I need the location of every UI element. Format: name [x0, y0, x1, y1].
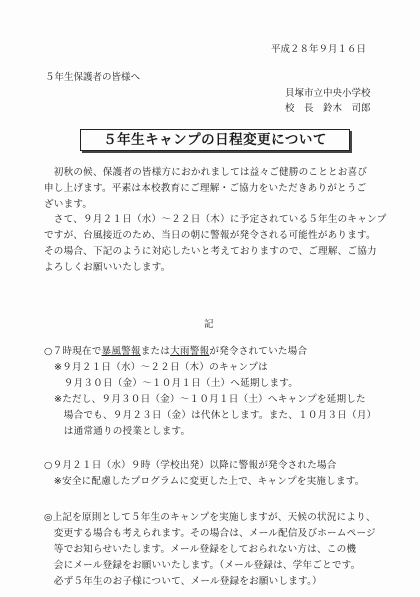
school-name: 貝塚市立中央小学校	[285, 88, 371, 99]
item1-post: が発令されていた場合	[209, 346, 308, 357]
storm-warning-text: 暴風警報	[101, 346, 141, 357]
heavy-rain-warning-text: 大雨警報	[170, 346, 210, 357]
addressee: ５年生保護者の皆様へ	[45, 72, 141, 83]
intro-line: さて、９月２１日（水）～２２日（木）に予定されている５年生のキャンプ	[44, 214, 387, 225]
item3-line: ◎上記を原則として５年生のキャンプを実施しますが、天候の状況により、	[44, 512, 376, 523]
document-title: ５年生キャンプの日程変更について	[103, 132, 327, 148]
intro-line: 申し上げます。平素は本校教育にご理解・ご協力をいただきありがとうご	[44, 183, 367, 194]
intro-line: ですが、台風接近のため、当日の朝に警報が発令される可能性があります。	[44, 230, 376, 241]
ki-heading: 記	[204, 319, 214, 330]
item1-line: ９月３０日（金）～１０月１日（土）へ延期します。	[54, 378, 299, 389]
item1-line: ※ただし、９月３０日（金）～１０月１日（土）へキャンプを延期した	[54, 394, 366, 405]
principal-name: 校 長 鈴木 司郎	[285, 103, 371, 114]
item3-line: 必ず５年生のお子様について、メール登録をお願いします。）	[44, 576, 322, 587]
item2-heading: ○９月２１日（水）９時（学校出発）以降に警報が発令された場合	[44, 460, 337, 471]
item1-line: ※９月２１日（水）～２２日（木）のキャンプは	[54, 362, 268, 373]
item3-line: 等でお知らせいたします。メール登録をしておられない方は、この機	[44, 544, 357, 555]
item1-line: 場合でも、９月２３日（金）は代休とします。また、１０月３日（月）	[54, 410, 377, 421]
item1-pre: ○７時現在で	[44, 346, 102, 357]
document-date: 平成２８年９月１６日	[271, 44, 367, 55]
intro-line: よろしくお願いいたします。	[44, 262, 171, 273]
intro-line: その場合、下記のように対応したいと考えておりますので、ご理解、ご協力	[44, 246, 377, 257]
item3-line: 変更する場合も考えられます。その場合は、メール配信及びホームページ	[44, 528, 376, 539]
item1-heading	[44, 346, 307, 358]
item3-line: 会にメール登録をお願いいたします。（メール登録は、学年ごとです。	[44, 560, 361, 571]
item1-line: は通常通りの授業とします。	[54, 426, 191, 437]
item1-mid: または	[140, 346, 171, 357]
item2-note: ※安全に配慮したプログラムに変更した上で、キャンプを実施します。	[44, 476, 365, 487]
title-box	[80, 129, 350, 151]
intro-line: 初秋の候、保護者の皆様方におかれましては益々ご健勝のこととお喜び	[44, 167, 368, 178]
intro-line: ざいます。	[44, 199, 93, 210]
